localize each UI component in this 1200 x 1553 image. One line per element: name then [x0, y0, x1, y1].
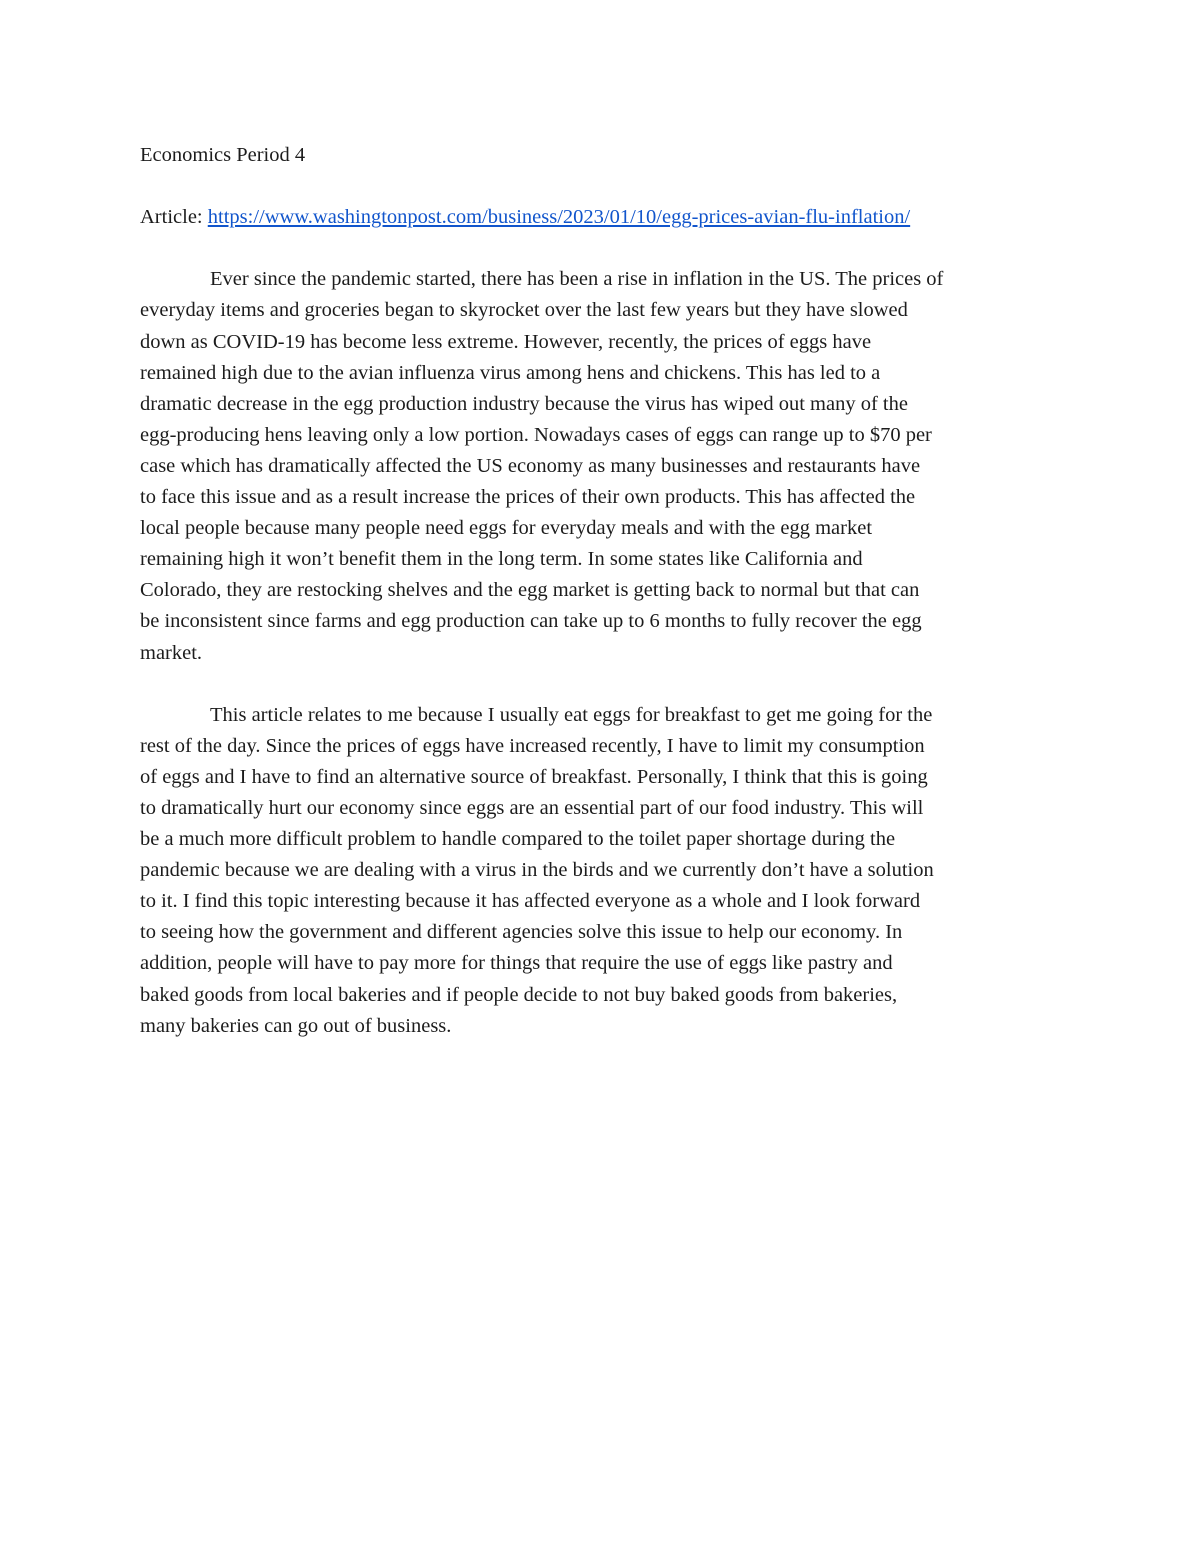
paragraph-line: local people because many people need eggs for everyday meals and with the egg market	[140, 517, 873, 540]
paragraph-line	[140, 700, 1060, 731]
paragraph-line	[140, 264, 1060, 295]
paragraph-line: to seeing how the government and different agencies solve this issue to help our economy. In	[140, 921, 903, 944]
paragraph-line-text: This article relates to me because I usually eat eggs for breakfast to get me going for the	[210, 703, 933, 726]
paragraph-line: be a much more difficult problem to handle compared to the toilet paper shortage during the	[140, 828, 896, 851]
paragraph-line: pandemic because we are dealing with a virus in the birds and we currently don’t have a solution	[140, 859, 934, 882]
class-period-heading: Economics Period 4	[140, 144, 306, 166]
paragraph-line: down as COVID-19 has become less extreme. However, recently, the prices of eggs have	[140, 330, 872, 353]
paragraph-line: to dramatically hurt our economy since eggs are an essential part of our food industry. This will	[140, 796, 924, 819]
paragraph-line: to it. I find this topic interesting because it has affected everyone as a whole and I look forward	[140, 890, 921, 913]
paragraph-line: market.	[140, 641, 203, 664]
article-link[interactable]: https://www.washingtonpost.com/business/2023/01/10/egg-prices-avian-flu-inflation/	[207, 206, 911, 229]
paragraph-line: be inconsistent since farms and egg production can take up to 6 months to fully recover the egg	[140, 610, 922, 633]
paragraph-line-text: Ever since the pandemic started, there has been a rise in inflation in the US. The prices of	[210, 268, 944, 291]
paragraph-line: dramatic decrease in the egg production industry because the virus has wiped out many of the	[140, 392, 908, 415]
paragraphs-container	[140, 264, 1060, 1041]
paragraph-gap	[140, 669, 1060, 700]
paragraph-line: to face this issue and as a result increase the prices of their own products. This has affected the	[140, 486, 916, 509]
paragraph-line: addition, people will have to pay more for things that require the use of eggs like pastry and	[140, 952, 893, 975]
spacer	[140, 233, 1060, 264]
paragraph-1	[140, 264, 1060, 668]
paragraph-line: remaining high it won’t benefit them in the long term. In some states like California and	[140, 548, 863, 571]
paragraph-2	[140, 700, 1060, 1042]
paragraph-line: egg-producing hens leaving only a low portion. Nowadays cases of eggs can range up to $70 per	[140, 423, 932, 446]
paragraph-line: rest of the day. Since the prices of eggs have increased recently, I have to limit my consumption	[140, 734, 925, 757]
paragraph-line: case which has dramatically affected the US economy as many businesses and restaurants have	[140, 454, 921, 477]
paragraph-line: Colorado, they are restocking shelves and the egg market is getting back to normal but that can	[140, 579, 920, 602]
spacer	[140, 171, 1060, 202]
paragraph-line: of eggs and I have to find an alternative source of breakfast. Personally, I think that this is going	[140, 765, 928, 788]
article-label: Article:	[140, 206, 208, 229]
document-body	[140, 140, 1060, 1042]
paragraph-line: baked goods from local bakeries and if people decide to not buy baked goods from bakeries,	[140, 983, 898, 1006]
paragraph-line: many bakeries can go out of business.	[140, 1014, 452, 1037]
paragraph-line: remained high due to the avian influenza virus among hens and chickens. This has led to a	[140, 361, 881, 384]
article-reference	[140, 202, 1060, 233]
paragraph-line: everyday items and groceries began to skyrocket over the last few years but they have slowed	[140, 299, 908, 322]
